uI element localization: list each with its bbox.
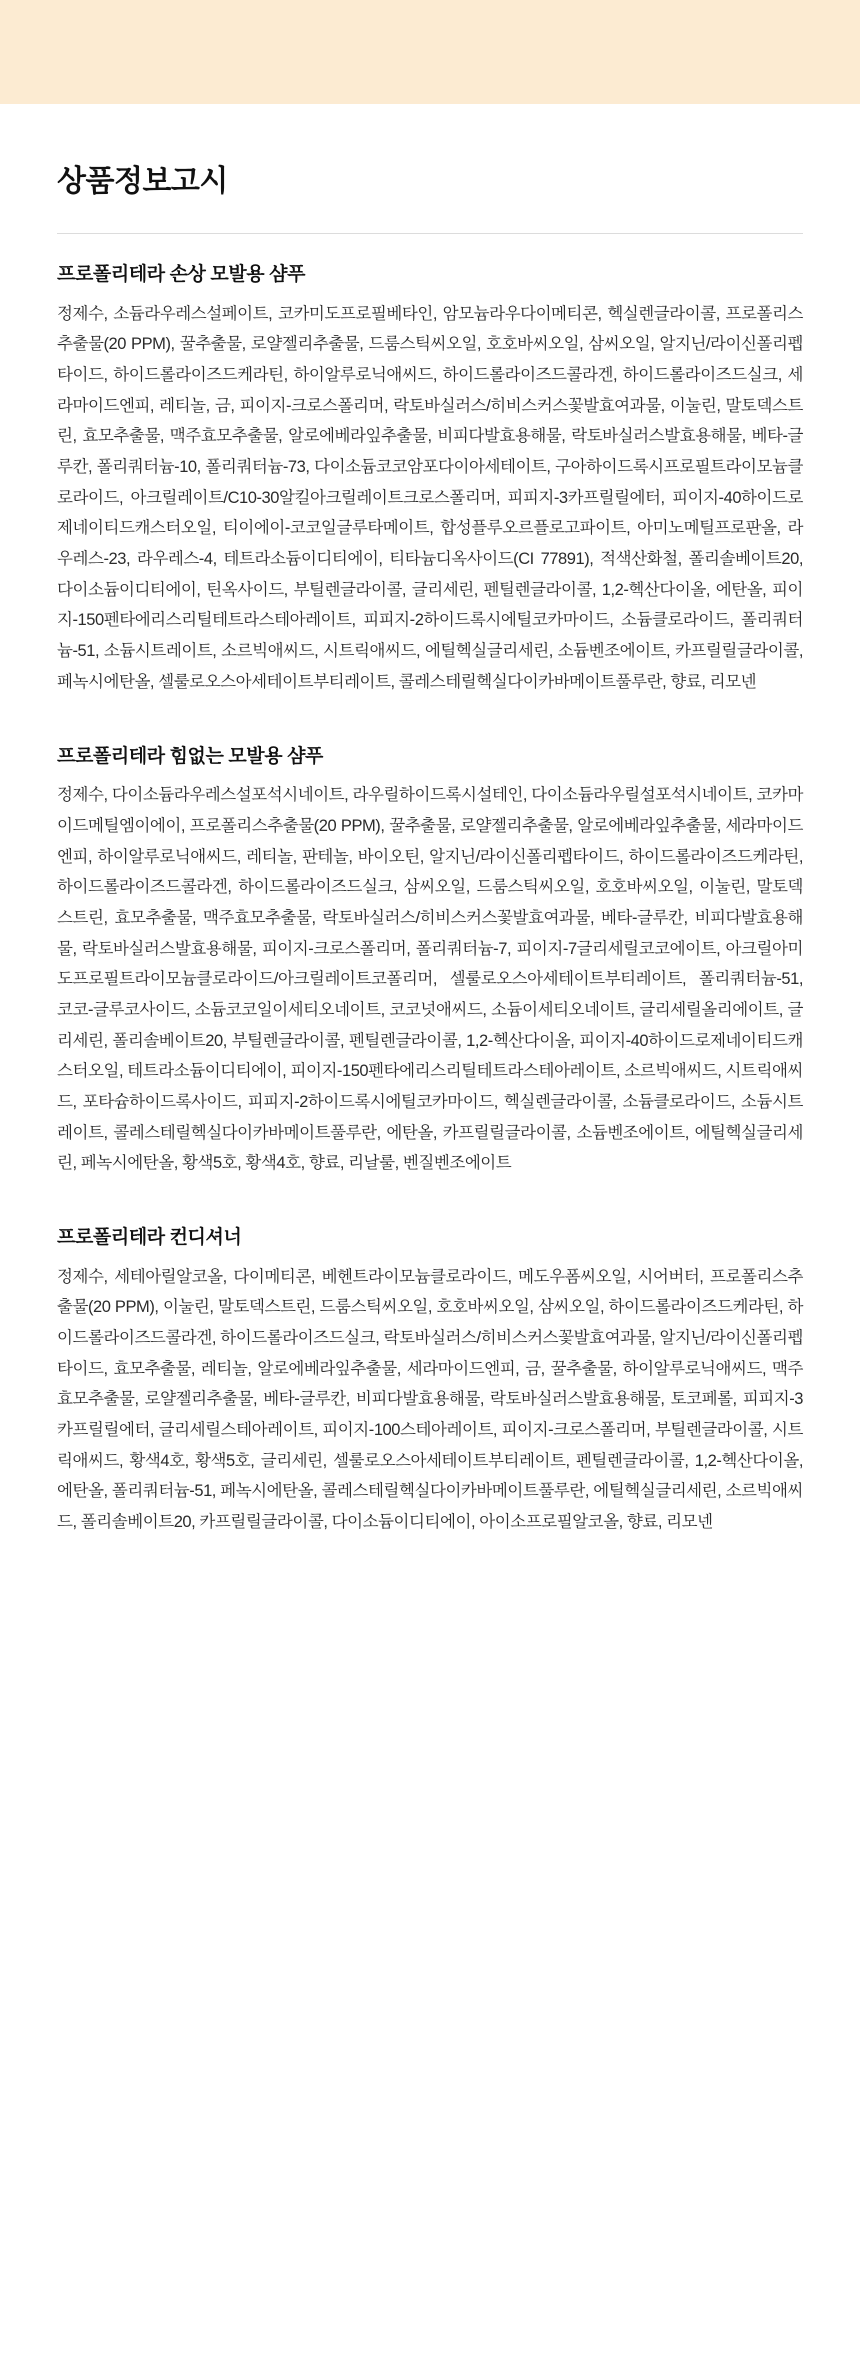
bottom-spacer xyxy=(57,1538,803,1578)
product-section xyxy=(57,1225,803,1538)
ingredients-conditioner: 정제수, 세테아릴알코올, 다이메티콘, 베헨트라이모늄클로라이드, 메도우폼씨오일, 시어버터, 프로폴리스추출물(20 PPM), 이눌린, 말토덱스트린, 드룸스틱씨오일, 호호바씨오일, 삼씨오일, 하이드롤라이즈드케라틴, 하이드롤라이즈드콜라겐, 하이드롤라이즈드실크, 락토바실러스/히비스커스꽃발효여과물, 알지닌/라이신폴리펩타이드, 효모추출물, 레티놀, 알로에베라잎추출물, 세라마이드엔피, 금, 꿀추출물, 하이알루로닉애씨드, 맥주효모추출물, 로얄젤리추출물, 베타-글루칸, 비피다발효용해물, 락토바실러스발효용해물, 토코페롤, 피피지-3카프릴릴에터, 글리세릴스테아레이트, 피이지-100스테아레이트, 피이지-크로스폴리머, 부틸렌글라이콜, 시트릭애씨드, 황색4호, 황색5호, 글리세린, 셀룰로오스아세테이트부티레이트, 펜틸렌글라이콜, 1,2-헥산다이올, 에탄올, 폴리쿼터늄-51, 페녹시에탄올, 콜레스테릴헥실다이카바메이트풀루란, 에틸헥실글리세린, 소르빅애씨드, 폴리솔베이트20, 카프릴릴글라이콜, 다이소듐이디티에이, 아이소프로필알코올, 향료, 리모넨 xyxy=(57,1267,803,1532)
product-name-shampoo-volume: 프로폴리테라 힘없는 모발용 샴푸 xyxy=(57,745,323,767)
product-name-conditioner: 프로폴리테라 컨디셔너 xyxy=(57,1227,242,1249)
ingredients-shampoo-volume: 정제수, 다이소듐라우레스설포석시네이트, 라우릴하이드록시설테인, 다이소듐라우릴설포석시네이트, 코카마이드메틸엠이에이, 프로폴리스추출물(20 PPM), 꿀추출물, 로얄젤리추출물, 알로에베라잎추출물, 세라마이드엔피, 하이알루로닉애씨드, 레티놀, 판테놀, 바이오틴, 알지닌/라이신폴리펩타이드, 하이드롤라이즈드케라틴, 하이드롤라이즈드콜라겐, 하이드롤라이즈드실크, 삼씨오일, 드룸스틱씨오일, 호호바씨오일, 이눌린, 말토덱스트린, 효모추출물, 맥주효모추출물, 락토바실러스/히비스커스꽃발효여과물, 베타-글루칸, 비피다발효용해물, 락토바실러스발효용해물, 피이지-크로스폴리머, 폴리쿼터늄-7, 피이지-7글리세릴코코에이트, 아크릴아미도프로필트라이모늄클로라이드/아크릴레이트코폴리머, 셀룰로오스아세테이트부티레이트, 폴리쿼터늄-51, 코코-글루코사이드, 소듐코코일이세티오네이트, 코코넛애씨드, 소듐이세티오네이트, 글리세릴올리에이트, 글리세린, 폴리솔베이트20, 부틸렌글라이콜, 펜틸렌글라이콜, 1,2-헥산다이올, 피이지-40하이드로제네이티드캐스터오일, 테트라소듐이디티에이, 피이지-150펜타에리스리틸테트라스테아레이트, 소르빅애씨드, 시트릭애씨드, 포타슘하이드록사이드, 피피지-2하이드록시에틸코카마이드, 헥실렌글라이콜, 소듐클로라이드, 소듐시트레이트, 콜레스테릴헥실다이카바메이트풀루란, 에탄올, 카프릴릴글라이콜, 소듐벤조에이트, 에틸헥실글리세린, 페녹시에탄올, 황색5호, 황색4호, 향료, 리날룰, 벤질벤조에이트 xyxy=(57,786,803,1173)
content-area xyxy=(0,164,860,1578)
product-section xyxy=(57,262,803,698)
ingredients-shampoo-damaged: 정제수, 소듐라우레스설페이트, 코카미도프로필베타인, 암모늄라우다이메티콘, 헥실렌글라이콜, 프로폴리스추출물(20 PPM), 꿀추출물, 로얄젤리추출물, 드룸스틱씨오일, 호호바씨오일, 삼씨오일, 알지닌/라이신폴리펩타이드, 하이드롤라이즈드케라틴, 하이알루로닉애씨드, 하이드롤라이즈드콜라겐, 하이드롤라이즈드실크, 세라마이드엔피, 레티놀, 금, 피이지-크로스폴리머, 락토바실러스/히비스커스꽃발효여과물, 이눌린, 말토덱스트린, 효모추출물, 맥주효모추출물, 알로에베라잎추출물, 비피다발효용해물, 락토바실러스발효용해물, 베타-글루칸, 폴리쿼터늄-10, 폴리쿼터늄-73, 다이소듐코코암포다이아세테이트, 구아하이드록시프로필트라이모늄클로라이드, 아크릴레이트/C10-30알킬아크릴레이트크로스폴리머, 피피지-3카프릴릴에터, 피이지-40하이드로제네이티드캐스터오일, 티이에이-코코일글루타메이트, 합성플루오르플로고파이트, 아미노메틸프로판올, 라우레스-23, 라우레스-4, 테트라소듐이디티에이, 티타늄디옥사이드(CI 77891), 적색산화철, 폴리솔베이트20, 다이소듐이디티에이, 틴옥사이드, 부틸렌글라이콜, 글리세린, 펜틸렌글라이콜, 1,2-헥산다이올, 에탄올, 피이지-150펜타에리스리틸테트라스테아레이트, 피피지-2하이드록시에틸코카마이드, 소듐클로라이드, 폴리쿼터늄-51, 소듐시트레이트, 소르빅애씨드, 시트릭애씨드, 에틸헥실글리세린, 소듐벤조에이트, 카프릴릴글라이콜, 페녹시에탄올, 셀룰로오스아세테이트부티레이트, 콜레스테릴헥실다이카바메이트풀루란, 향료, 리모넨 xyxy=(57,304,803,691)
top-banner xyxy=(0,0,860,104)
page-title: 상품정보고시 xyxy=(57,165,228,198)
product-section xyxy=(57,744,803,1180)
title-divider xyxy=(57,233,803,234)
product-name-shampoo-damaged: 프로폴리테라 손상 모발용 샴푸 xyxy=(57,264,306,285)
